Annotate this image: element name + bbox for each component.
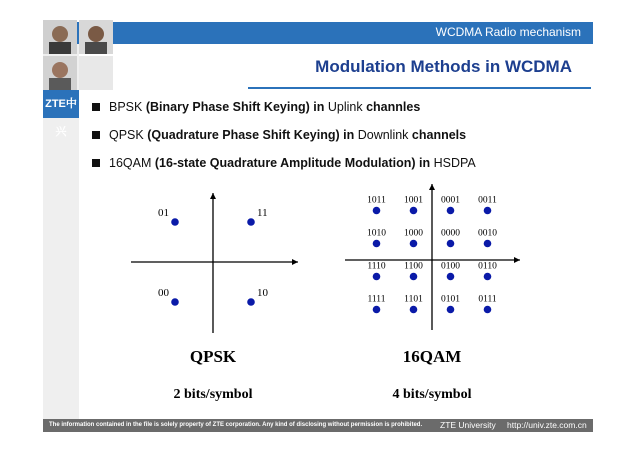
- qam16-point-label: 1100: [404, 261, 423, 272]
- qam16-point: [447, 273, 455, 281]
- qam16-constellation: [345, 184, 520, 330]
- qam16-point-label: 0010: [478, 228, 497, 239]
- qam16-point-label: 0011: [478, 195, 497, 206]
- qpsk-name: QPSK: [189, 347, 237, 366]
- qam16-point: [447, 306, 455, 314]
- qam16-point: [410, 207, 418, 215]
- qam16-point-label: 1010: [367, 228, 386, 239]
- qam16-point: [373, 240, 381, 248]
- footer-disclaimer: The information contained in the file is solely property of ZTE corporation. Any kind of disclosing without permission is prohibited.: [49, 422, 423, 428]
- qam16-point-label: 1101: [404, 294, 423, 305]
- qam16-point: [373, 273, 381, 281]
- slide-title: Modulation Methods in WCDMA: [315, 57, 572, 76]
- qam16-point: [447, 240, 455, 248]
- qam16-point-label: 1110: [367, 261, 386, 272]
- footer-university: ZTE University: [440, 420, 496, 430]
- bullet-target: Uplink: [327, 100, 363, 114]
- qam16-point-label: 0110: [478, 261, 497, 272]
- qam16-point: [410, 240, 418, 248]
- qpsk-point-label: 11: [257, 207, 268, 219]
- qam16-bits: 4 bits/symbol: [392, 387, 472, 402]
- bullet-target: HSDPA: [433, 156, 476, 170]
- bullet-full-name: (16-state Quadrature Amplitude Modulation): [154, 156, 416, 170]
- qpsk-q-arrow: [210, 193, 216, 199]
- bullet-full-name: (Binary Phase Shift Keying): [145, 100, 310, 114]
- bullet-in: in: [343, 128, 355, 142]
- qam16-point-label: 0111: [478, 294, 497, 305]
- qpsk-point: [171, 298, 179, 306]
- qam16-point-label: 0000: [441, 228, 460, 239]
- bullet-suffix: channles: [366, 100, 421, 114]
- qpsk-constellation: [131, 193, 298, 333]
- qpsk-bits: 2 bits/symbol: [173, 387, 253, 402]
- qam16-name: 16QAM: [402, 347, 462, 366]
- qpsk-point: [247, 298, 255, 306]
- qam16-point-label: 0101: [441, 294, 460, 305]
- bullet-target: Downlink: [357, 128, 409, 142]
- qam16-point: [484, 306, 492, 314]
- qpsk-i-arrow: [292, 259, 298, 265]
- header-title: WCDMA Radio mechanism: [435, 25, 581, 39]
- qpsk-point: [171, 218, 179, 226]
- qam16-point-label: 0100: [441, 261, 460, 272]
- qam-q-arrow: [429, 184, 435, 190]
- bullet-scheme: 16QAM: [109, 156, 152, 170]
- footer-bar: [43, 419, 593, 432]
- qam16-point-label: 1011: [367, 195, 386, 206]
- bullet-in: in: [313, 100, 325, 114]
- qam16-point: [410, 306, 418, 314]
- qam16-point: [484, 273, 492, 281]
- bullet-scheme: BPSK: [109, 100, 143, 114]
- footer-url: http://univ.zte.com.cn: [507, 420, 587, 430]
- qam16-point-label: 1000: [404, 228, 423, 239]
- qam-i-arrow: [514, 257, 520, 263]
- bullet-scheme: QPSK: [109, 128, 144, 142]
- qam16-point-label: 1111: [367, 294, 386, 305]
- qam16-point: [484, 240, 492, 248]
- qam16-point: [373, 207, 381, 215]
- qpsk-point-label: 10: [257, 287, 268, 299]
- bullet-full-name: (Quadrature Phase Shift Keying): [147, 128, 340, 142]
- qam16-point-label: 0001: [441, 195, 460, 206]
- qpsk-point: [247, 218, 255, 226]
- zte-logo: ZTE中兴: [43, 90, 79, 118]
- qam16-point: [373, 306, 381, 314]
- qam16-point: [484, 207, 492, 215]
- bullet-suffix: channels: [411, 128, 467, 142]
- qpsk-point-label: 01: [158, 207, 169, 219]
- qam16-point-label: 1001: [404, 195, 423, 206]
- qpsk-point-label: 00: [158, 287, 169, 299]
- qam16-point: [447, 207, 455, 215]
- bullet-in: in: [419, 156, 431, 170]
- qam16-point: [410, 273, 418, 281]
